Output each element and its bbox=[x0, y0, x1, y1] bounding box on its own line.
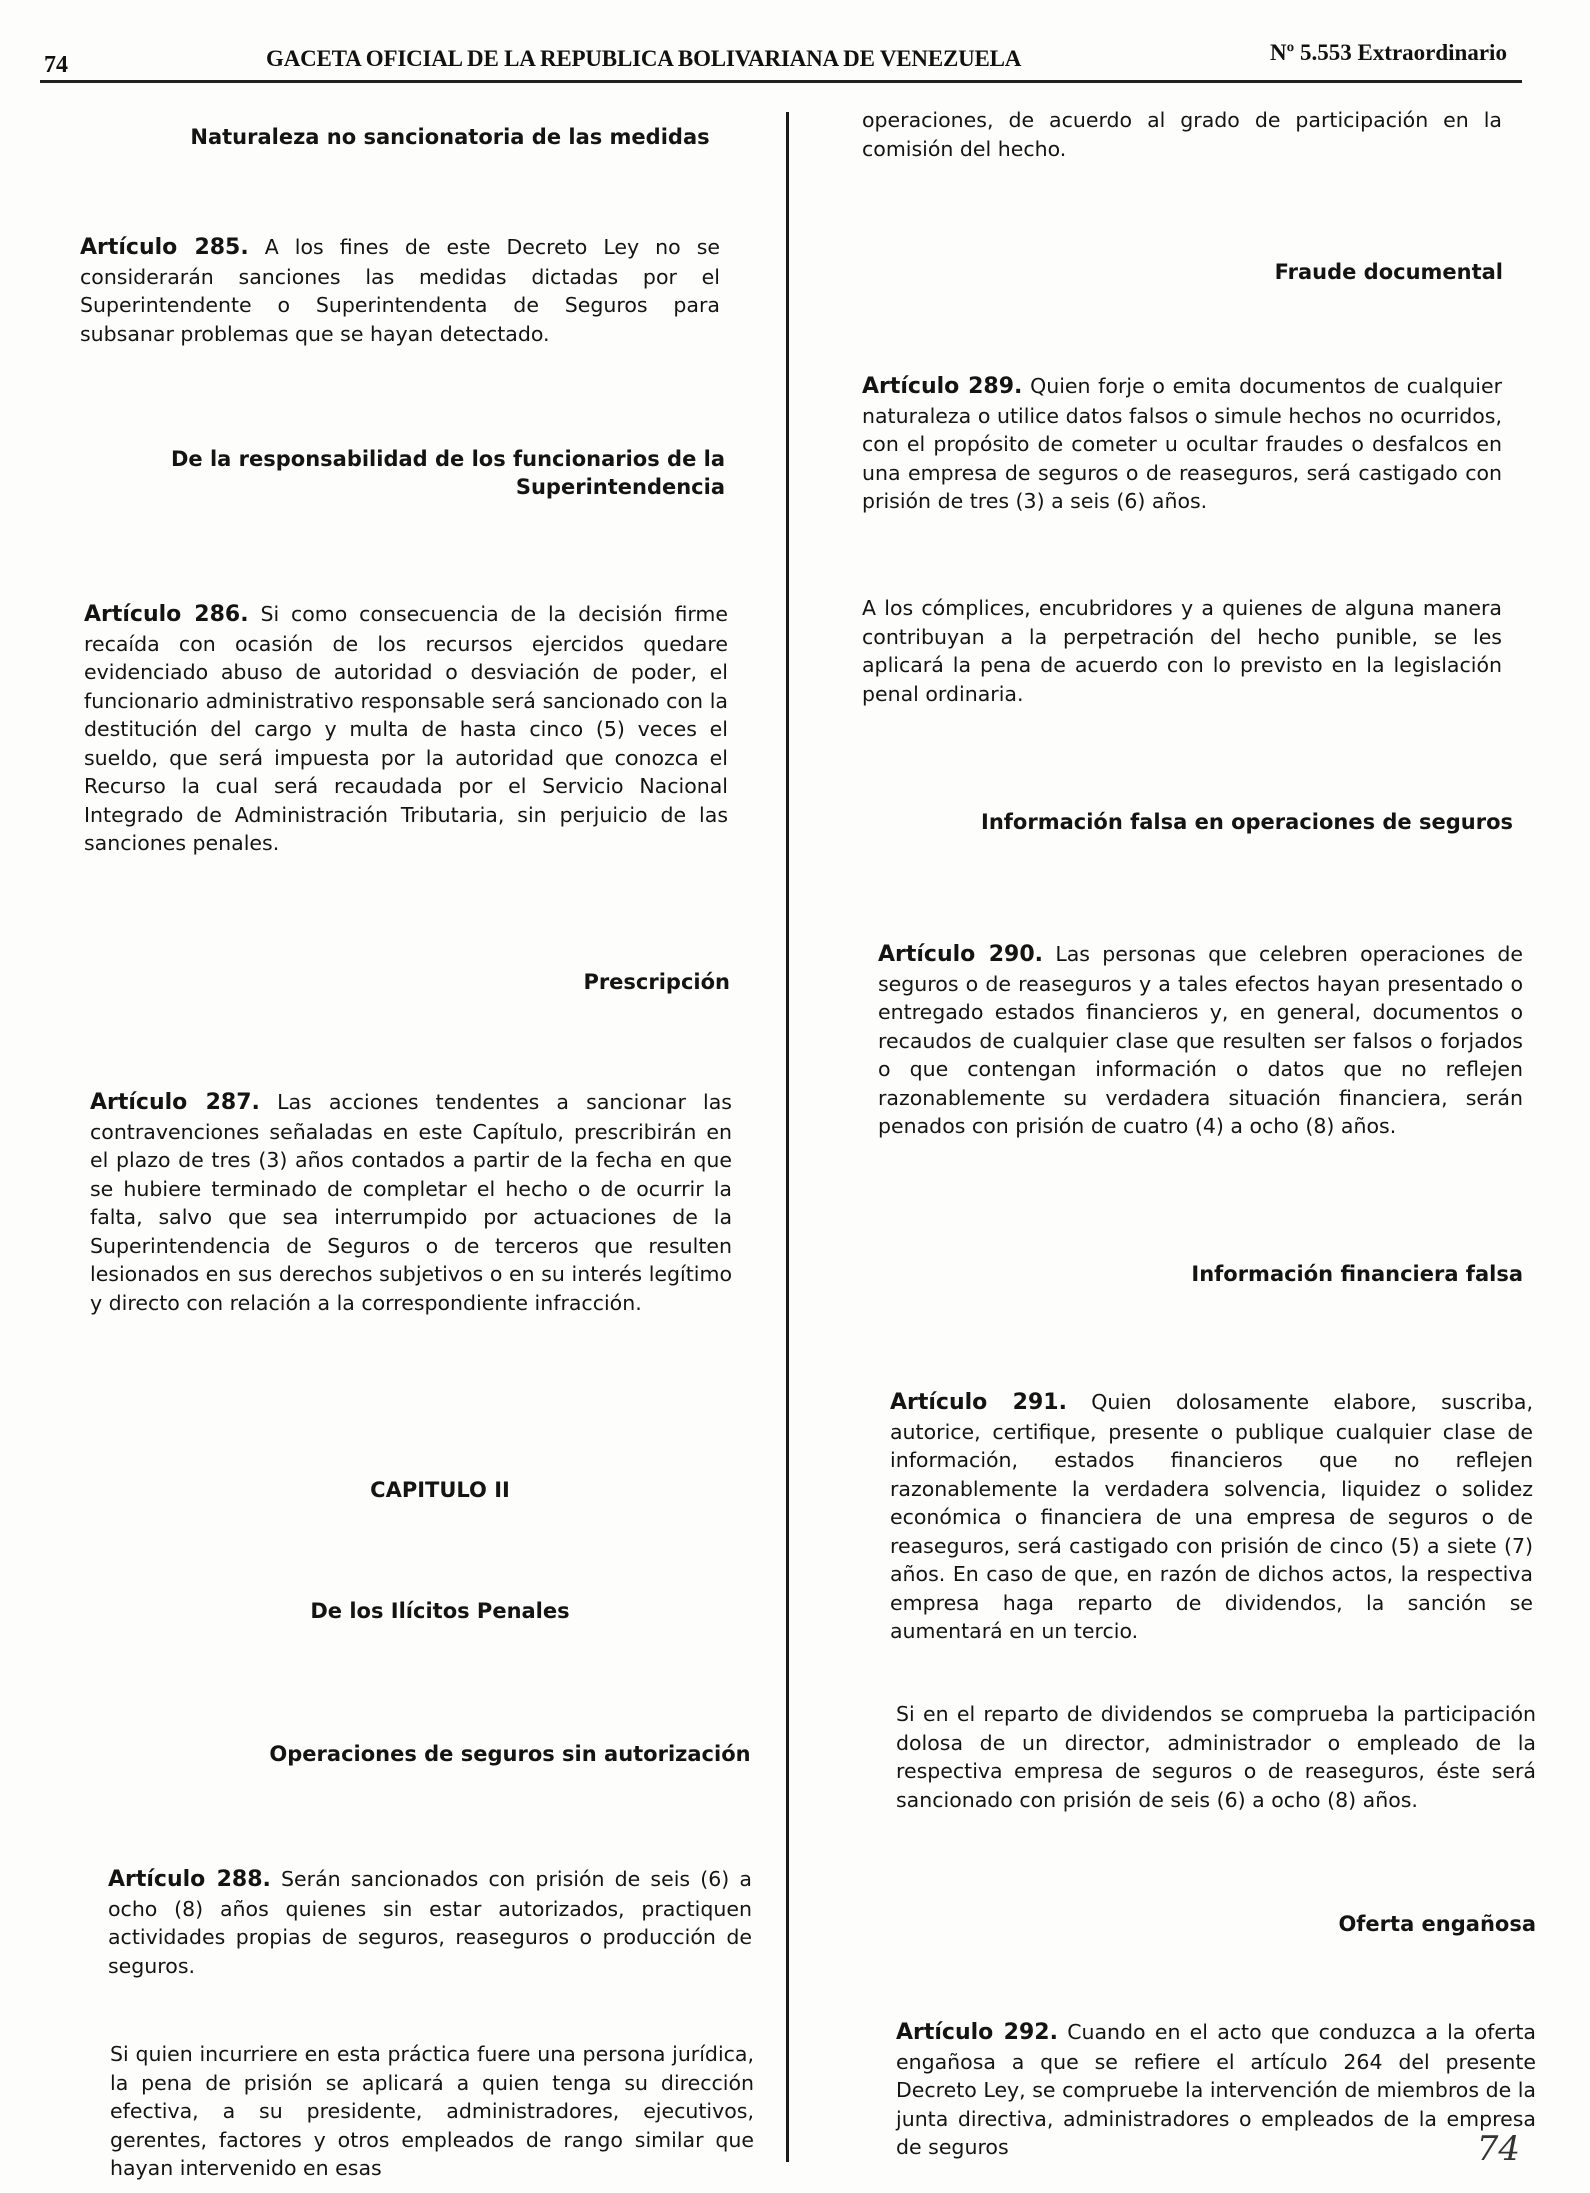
article-text: Si como consecuencia de la decisión firme recaída con ocasión de los recursos ejercidos quedare evidenciado abuso de autoridad o desviación de poder, el funcionario administrativo responsable será sancionado con la destitución del cargo y multa de hasta cinco (5) veces el sueldo, que será impuesta por la autoridad que conozca el Recurso la cual será recaudada por el Servicio Nacional Integrado de Administración Tributaria, sin perjuicio de las sanciones penales. bbox=[84, 602, 729, 855]
article-291 bbox=[890, 1388, 1533, 1646]
handwritten-page-mark: 74 bbox=[1476, 2129, 1520, 2169]
article-288 bbox=[108, 1865, 752, 1980]
heading-operaciones-sin-autorizacion: Operaciones de seguros sin autorización bbox=[269, 1742, 751, 1766]
article-label: Artículo 286. bbox=[84, 602, 249, 627]
article-287 bbox=[90, 1088, 732, 1317]
article-288-paragraph-2: Si quien incurriere en esta práctica fuere una persona jurídica, la pena de prisión se aplicará a quien tenga su dirección efectiva, a su presidente, administradores, ejecutivos, gerentes, factores y otros empleados de rango similar que hayan intervenido en esas bbox=[110, 2042, 754, 2180]
article-text: Quien dolosamente elabore, suscriba, autorice, certifique, presente o publique cualquier clase de información, estados financieros que no reflejen razonablemente la verdadera solvencia, liquidez o solidez económica o financiera de una empresa de seguros o de reaseguros, será castigado con prisión de cinco (5) a siete (7) años. En caso de que, en razón de dichos actos, la respectiva empresa haga reparto de dividendos, la sanción se aumentará en un tercio. bbox=[890, 1390, 1534, 1643]
article-text: Quien forje o emita documentos de cualquier naturaleza o utilice datos falsos o simule hechos no ocurridos, con el propósito de cometer u ocultar fraudes o desfalcos en una empresa de seguros o de reaseguros, será castigado con prisión de tres (3) a seis (6) años. bbox=[862, 374, 1502, 513]
article-289-paragraph-2: A los cómplices, encubridores y a quienes de alguna manera contribuyan a la perpetración del hecho punible, se les aplicará la pena de acuerdo con lo previsto en la legislación penal ordinaria. bbox=[862, 596, 1502, 706]
chapter-title: De los Ilícitos Penales bbox=[310, 1599, 570, 1623]
heading-oferta-enganosa: Oferta engañosa bbox=[1338, 1912, 1536, 1936]
header-rule bbox=[40, 80, 1522, 83]
article-text: A los fines de este Decreto Ley no se considerarán sanciones las medidas dictadas por el Superintendente o Superintendenta de Seguros para subsanar problemas que se hayan detectado. bbox=[80, 235, 720, 346]
page-number: 74 bbox=[44, 52, 68, 78]
article-label: Artículo 285. bbox=[80, 235, 249, 260]
article-label: Artículo 290. bbox=[878, 942, 1044, 967]
heading-fraude-documental: Fraude documental bbox=[1274, 260, 1503, 284]
article-291-paragraph-2: Si en el reparto de dividendos se comprueba la participación dolosa de un director, administrador o empleado de la respectiva empresa de seguros o de reaseguros, éste será sancionado con prisión de seis (6) a ocho (8) años. bbox=[896, 1702, 1536, 1812]
article-288-continuation: operaciones, de acuerdo al grado de participación en la comisión del hecho. bbox=[862, 108, 1502, 161]
article-label: Artículo 288. bbox=[108, 1867, 271, 1892]
heading-responsabilidad-line2: Superintendencia bbox=[515, 475, 725, 499]
article-289 bbox=[862, 372, 1502, 516]
article-label: Artículo 291. bbox=[890, 1390, 1067, 1415]
article-290 bbox=[878, 940, 1523, 1141]
article-text: Las acciones tendentes a sancionar las contravenciones señaladas en este Capítulo, prescribirán en el plazo de tres (3) años contados a partir de la fecha en que se hubiere terminado de completar el hecho o de ocurrir la falta, salvo que sea interrumpido por actuaciones de la Superintendencia de Seguros o de terceros que resulten lesionados en sus derechos subjetivos o en su interés legítimo y directo con relación a la correspondiente infracción. bbox=[90, 1090, 732, 1315]
heading-responsabilidad-line1: De la responsabilidad de los funcionarios de la bbox=[170, 447, 725, 471]
chapter-number: CAPITULO II bbox=[370, 1478, 510, 1502]
heading-informacion-falsa: Información falsa en operaciones de seguros bbox=[981, 810, 1513, 834]
issue-number: Nº 5.553 Extraordinario bbox=[1270, 40, 1507, 65]
heading-informacion-financiera-falsa: Información financiera falsa bbox=[1191, 1262, 1523, 1286]
article-label: Artículo 287. bbox=[90, 1090, 260, 1115]
article-292 bbox=[896, 2018, 1536, 2162]
article-label: Artículo 289. bbox=[862, 374, 1023, 399]
article-286 bbox=[84, 600, 728, 858]
heading-naturaleza: Naturaleza no sancionatoria de las medidas bbox=[190, 125, 710, 149]
article-text: Serán sancionados con prisión de seis (6) a ocho (8) años quienes sin estar autorizados, practiquen actividades propias de seguros, reaseguros o producción de seguros. bbox=[108, 1867, 752, 1978]
heading-prescripcion: Prescripción bbox=[583, 970, 730, 994]
article-285 bbox=[80, 233, 720, 348]
article-text: Las personas que celebren operaciones de seguros o de reaseguros y a tales efectos hayan presentado o entregado estados financieros y, en general, documentos o recaudos de cualquier clase que resulten ser falsos o forjados o que contengan información o datos que no reflejen razonablemente su verdadera situación financiera, serán penados con prisión de cuatro (4) a ocho (8) años. bbox=[878, 942, 1523, 1138]
gazette-title: GACETA OFICIAL DE LA REPUBLICA BOLIVARIANA DE VENEZUELA bbox=[266, 46, 1022, 71]
article-label: Artículo 292. bbox=[896, 2020, 1058, 2045]
article-text: Cuando en el acto que conduzca a la oferta engañosa a que se refiere el artículo 264 del presente Decreto Ley, se compruebe la intervención de miembros de la junta directiva, administradores o empleados de la empresa de seguros bbox=[896, 2020, 1536, 2159]
column-divider bbox=[786, 112, 789, 2162]
